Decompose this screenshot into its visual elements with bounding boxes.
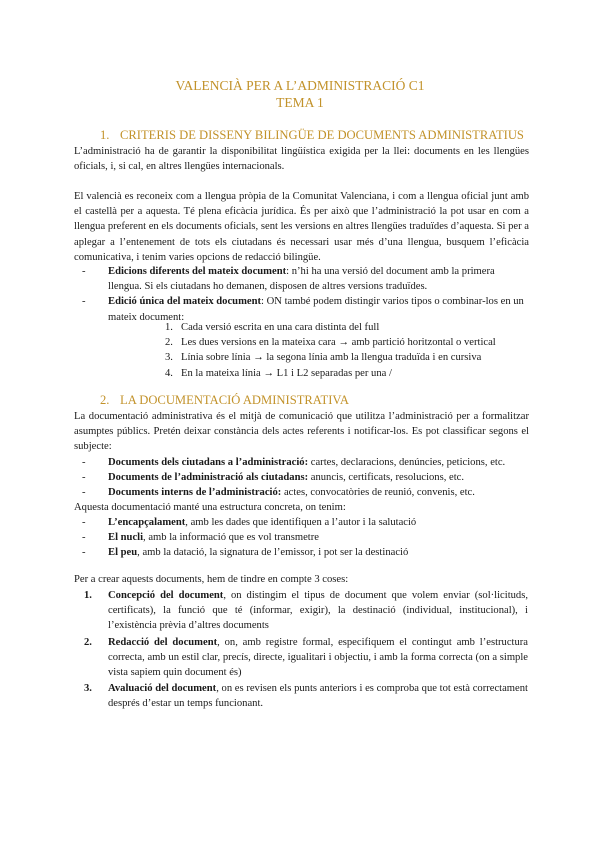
list-item	[82, 264, 528, 294]
section-2-title: LA DOCUMENTACIÓ ADMINISTRATIVA	[120, 393, 349, 407]
list-item-title: Concepció del document	[108, 590, 224, 601]
steps-intro: Per a crear aquests documents, hem de tindre en compte 3 coses:	[74, 574, 349, 585]
list-item	[165, 366, 505, 381]
list-number: 2.	[165, 337, 173, 349]
list-item	[82, 530, 528, 545]
list-item-text: , amb la datació, la signatura de l’emissor, i pot ser la destinació	[137, 547, 409, 559]
list-number: 2.	[84, 636, 92, 648]
list-item	[165, 320, 505, 335]
structure-intro: Aquesta documentació manté una estructura concreta, on tenim:	[74, 502, 346, 513]
list-item	[82, 485, 528, 500]
document-subtitle: TEMA 1	[276, 95, 324, 110]
document-types-list	[82, 455, 528, 501]
list-item-text: , on distingim el tipus de document que volem enviar (sol·licituds, certificats), la funció que té (informar, exigir), la destinació (individual, institucional), i l’existència prèvia d’altres documents	[108, 590, 529, 632]
list-item	[84, 588, 529, 634]
list-item-text: , on es revisen els punts anteriors i es comproba que tot està correctament després d’estar un temps funcionant.	[108, 683, 528, 710]
list-item	[82, 470, 528, 485]
section-1-heading	[100, 128, 560, 143]
list-number: 3.	[165, 352, 173, 364]
list-bullet: -	[82, 517, 86, 528]
list-item-title: L’encapçalament	[108, 517, 186, 528]
list-item-text: Cada versió escrita en una cara distinta del full	[181, 322, 380, 333]
structure-list	[82, 515, 528, 561]
list-item-text: Línia sobre línia → la segona línia amb la llengua traduïda i en cursiva	[181, 352, 482, 364]
list-item-text: , on, amb registre formal, especifiquem el contingut amb l’estructura correcta, amb un estil clar, precís, directe, igualitari i objectiu, i amb la forma correcta (on a simple vista sapiem quin document és)	[108, 636, 529, 679]
list-item-text: En la mateixa línia → L1 i L2 separadas per una /	[181, 367, 392, 379]
list-bullet: -	[82, 532, 86, 544]
list-number: 1.	[84, 590, 92, 601]
list-bullet: -	[82, 547, 86, 559]
section-2-number: 2.	[100, 393, 110, 407]
section-1-list	[82, 264, 528, 325]
list-item	[165, 335, 505, 350]
list-number: 1.	[165, 322, 173, 333]
list-item-title: Documents de l’administració als ciutadans:	[108, 472, 309, 484]
section-1-title: CRITERIS DE DISSENY BILINGÜE DE DOCUMENTS ADMINISTRATIUS	[120, 128, 524, 142]
list-item-text: cartes, declaracions, denúncies, peticions, etc.	[308, 457, 506, 468]
list-item-text: : ON també podem distingir varios tipos o combinar-los en un mateix document:	[108, 296, 524, 323]
list-item	[84, 635, 529, 681]
list-item-title: El nucli	[108, 532, 144, 544]
list-item-text: , amb les dades que identifiquen a l’autor i la salutació	[185, 517, 417, 528]
list-item-title: Edicions diferents del mateix document	[108, 266, 287, 277]
section-1-paragraph-2: El valencià es reconeix com a llengua pròpia de la Comunitat Valenciana, i com a llengua oficial junt amb el castellà per a aquesta. Té plena eficàcia jurídica. És per això que l’administració la pot usar en com a llengua preferent en els documents oficials, sent les versions en altres llengües traduïdes d’aquesta. Si per a aplegar a l’entenement de tots els ciutadans és necessari usar més d’una llengua, busquem l’eficàcia comunicativa, i tenim varies opcions de redacció bilingüe.	[74, 191, 529, 263]
list-item-text: : n’hi ha una versió del document amb la primera llengua. Si els ciutadans ho demanen, disposen de altres versions traduïdes.	[108, 266, 495, 293]
list-item-title: Redacció del document	[108, 636, 218, 648]
list-item-text: , amb la informació que es vol transmetre	[143, 532, 319, 544]
section-2-paragraph-1: La documentació administrativa és el mitjà de comunicació que utilitza l’administració per a formalitzar asumptes públics. Pretén deixar constància dels actes referents i notificar-los. Es pot classificar segons el subjecte:	[74, 411, 529, 453]
list-item	[165, 350, 505, 365]
list-item-title: Avaluació del document	[108, 683, 217, 695]
list-item-text: anuncis, certificats, resolucions, etc.	[308, 472, 465, 484]
list-item-text: actes, convocatòries de reunió, convenis, etc.	[281, 487, 475, 499]
list-bullet: -	[82, 457, 86, 468]
list-bullet: -	[82, 487, 86, 499]
list-item-text: Les dues versions en la mateixa cara → amb partició horitzontal o vertical	[181, 337, 496, 349]
document-title: VALENCIÀ PER A L’ADMINISTRACIÓ C1	[175, 78, 425, 93]
steps-list	[84, 588, 529, 712]
list-number: 4.	[165, 367, 173, 379]
list-item-title: El peu	[108, 547, 138, 559]
list-item	[84, 681, 528, 711]
list-item-title: Edició única del mateix document	[108, 296, 262, 308]
list-bullet: -	[82, 296, 86, 308]
section-1-sublist	[165, 320, 505, 381]
section-1-number: 1.	[100, 128, 110, 142]
list-number: 3.	[84, 683, 92, 695]
list-bullet: -	[82, 472, 86, 484]
section-2-heading	[100, 393, 560, 408]
section-1-paragraph-1: L’administració ha de garantir la disponibilitat lingüística exigida per la llei: documents en les llengües oficials, i, si cal, en altres llengües internacionals.	[74, 146, 529, 173]
list-item-title: Documents interns de l’administració:	[108, 487, 282, 499]
list-bullet: -	[82, 266, 86, 277]
list-item	[82, 455, 528, 470]
list-item	[82, 515, 528, 530]
list-item-title: Documents dels ciutadans a l’administració:	[108, 457, 309, 468]
list-item	[82, 545, 528, 560]
